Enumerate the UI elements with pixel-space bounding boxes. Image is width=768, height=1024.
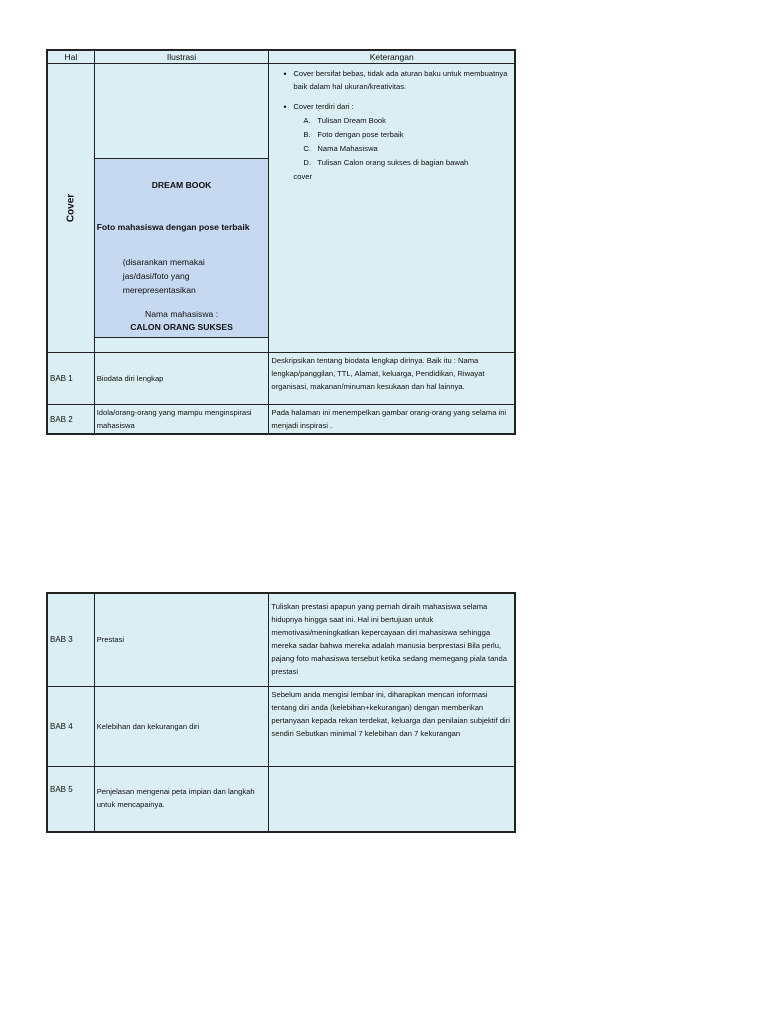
cover-item: D. Tulisan Calon orang sukses di bagian bawah (303, 157, 469, 167)
bab-ilustrasi: Prestasi (94, 593, 269, 686)
student-name-value: CALON ORANG SUKSES (130, 322, 233, 332)
cover-item: A. Tulisan Dream Book (303, 115, 386, 125)
student-name-label: Nama mahasiswa : (145, 309, 219, 319)
table-row (47, 593, 515, 686)
bab-keterangan: Tuliskan prestasi apapun yang pernah diraih mahasiswa selama hidupnya hingga saat ini. Hal ini bertujuan untuk memotivasi/meningkatkan kepercayaan diri mahasiswa sehingga mereka sadar bahwa mereka adalah manusia berprestasi Bila perlu, pajang foto mahasiswa tersebut ketika sedang memegang piala tanda prestasi (269, 593, 515, 686)
bab-ilustrasi: Penjelasan mengenai peta impian dan langkah untuk mencapainya. (94, 766, 269, 832)
cover-hal-cell (47, 64, 94, 353)
cover-item: B. Foto dengan pose terbaik (303, 129, 404, 139)
cover-bullet-2-text: Cover terdiri dari : (293, 102, 354, 111)
photo-note-line: (disarankan memakai (122, 257, 205, 267)
student-name-block (95, 308, 269, 334)
photo-note-line: jas/dasi/foto yang (122, 271, 190, 281)
dreambook-table-bottom (46, 592, 516, 833)
dream-book-title: DREAM BOOK (151, 180, 212, 190)
illustration-top-blank (95, 64, 269, 159)
cover-row (47, 64, 515, 353)
table-row (47, 353, 515, 405)
table-row (47, 766, 515, 832)
bab-label: BAB 3 (47, 593, 94, 686)
cover-keterangan-cell (269, 64, 515, 353)
header-keterangan: Keterangan (269, 50, 515, 64)
cover-illustration-cell (94, 64, 269, 353)
bab-ilustrasi: Idola/orang-orang yang mampu menginspirasi mahasiswa (94, 405, 269, 435)
bab-ilustrasi: Biodata diri lengkap (94, 353, 269, 405)
photo-instruction: Foto mahasiswa dengan pose terbaik (96, 222, 250, 232)
bab-keterangan: Pada halaman ini menempelkan gambar orang-orang yang selama ini menjadi inspirasi . (269, 405, 515, 435)
header-hal: Hal (47, 50, 94, 64)
bab-keterangan (269, 766, 515, 832)
cover-label: Cover (65, 193, 77, 223)
cover-bullet-1: • Cover bersifat bebas, tidak ada aturan baku untuk membuatnya baik dalam hal ukuran/kreativitas. (281, 68, 508, 93)
table-row (47, 405, 515, 435)
bab-keterangan: Deskripsikan tentang biodata lengkap dirinya. Baik itu : Nama lengkap/panggilan, TTL, Alamat, keluarga, Pendidikan, Riwayat organisasi, makanan/minuman kesukaan dan hal lainnya. (269, 353, 515, 405)
cover-item-continuation: cover (293, 171, 312, 181)
table-row (47, 686, 515, 766)
bab-label: BAB 1 (47, 353, 94, 405)
cover-items-list (281, 114, 508, 170)
header-row (47, 50, 515, 64)
dream-book-mockup (95, 159, 269, 338)
bab-ilustrasi: Kelebihan dan kekurangan diri (94, 686, 269, 766)
dreambook-table-top (46, 49, 516, 435)
bab-keterangan: Sebelum anda mengisi lembar ini, diharapkan mencari informasi tentang diri anda (kelebihan+kekurangan) dengan memberikan pertanyaan kepada rekan terdekat, keluarga dan penilaian subjektif diri sendiri Sebutkan minimal 7 kelebihan dan 7 kekurangan (269, 686, 515, 766)
cover-bullet-2 (281, 101, 508, 114)
header-ilustrasi: Ilustrasi (94, 50, 269, 64)
photo-note (123, 255, 253, 297)
cover-item: C. Nama Mahasiswa (303, 143, 378, 153)
bab-label: BAB 4 (47, 686, 94, 766)
bab-label: BAB 2 (47, 405, 94, 435)
bab-label: BAB 5 (47, 766, 94, 832)
photo-note-line: merepresentasikan (122, 285, 196, 295)
